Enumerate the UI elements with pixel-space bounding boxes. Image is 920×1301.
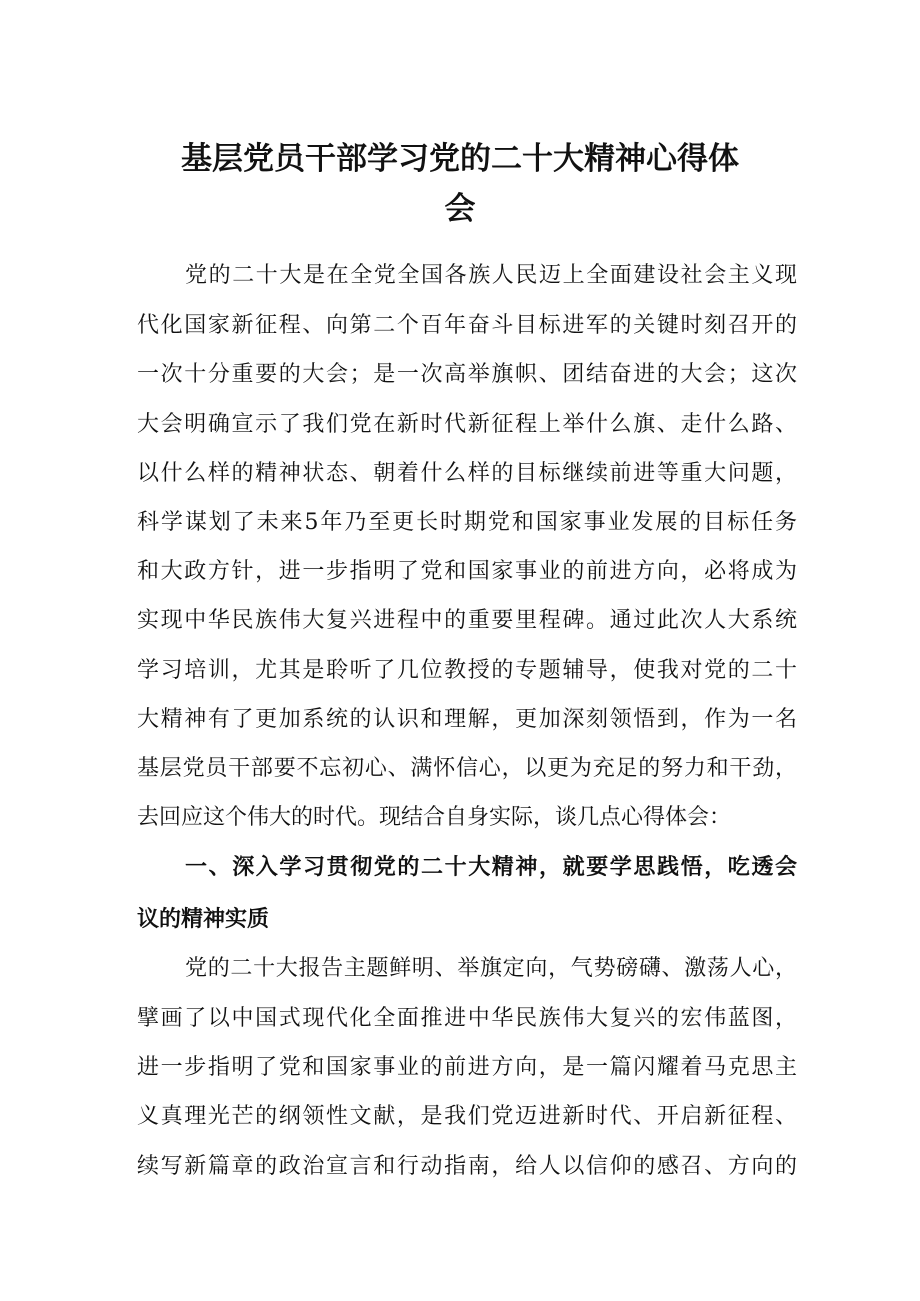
paragraph-line: 基层党员干部要不忘初心、满怀信心，以更为充足的努力和干劲， (137, 756, 797, 781)
paragraph-line: 义真理光芒的纲领性文献，是我们党迈进新时代、开启新征程、 (137, 1104, 797, 1129)
document-title-line-2: 会 (444, 191, 476, 227)
section-heading-line: 议的精神实质 (137, 907, 270, 932)
paragraph-line: 大精神有了更加系统的认识和理解，更加深刻领悟到，作为一名 (137, 707, 797, 732)
paragraph-line: 进一步指明了党和国家事业的前进方向，是一篇闪耀着马克思主 (137, 1055, 797, 1080)
paragraph-line: 党的二十大报告主题鲜明、举旗定向，气势磅礴、激荡人心， (185, 956, 797, 981)
paragraph-line: 代化国家新征程、向第二个百年奋斗目标进军的关键时刻召开的 (137, 313, 797, 338)
paragraph-line: 续写新篇章的政治宣言和行动指南，给人以信仰的感召、方向的 (137, 1154, 797, 1179)
paragraph-line: 去回应这个伟大的时代。现结合自身实际，谈几点心得体会： (137, 805, 732, 830)
paragraph-line: 和大政方针，进一步指明了党和国家事业的前进方向，必将成为 (137, 559, 797, 584)
paragraph-line: 以什么样的精神状态、朝着什么样的目标继续前进等重大问题， (137, 461, 797, 486)
paragraph-line: 党的二十大是在全党全国各族人民迈上全面建设社会主义现 (185, 263, 797, 288)
paragraph-line: 实现中华民族伟大复兴进程中的重要里程碑。通过此次人大系统 (137, 608, 797, 633)
paragraph-line: 科学谋划了未来5年乃至更长时期党和国家事业发展的目标任务 (137, 510, 797, 535)
paragraph-line: 学习培训，尤其是聆听了几位教授的专题辅导，使我对党的二十 (137, 658, 797, 683)
paragraph-line: 一次十分重要的大会；是一次高举旗帜、团结奋进的大会；这次 (137, 362, 797, 387)
paragraph-line: 擘画了以中国式现代化全面推进中华民族伟大复兴的宏伟蓝图， (137, 1006, 797, 1031)
section-heading-line: 一、深入学习贯彻党的二十大精神，就要学思践悟，吃透会 (185, 855, 797, 880)
paragraph-line: 大会明确宣示了我们党在新时代新征程上举什么旗、走什么路、 (137, 412, 797, 437)
document-title-line-1: 基层党员干部学习党的二十大精神心得体 (181, 141, 739, 177)
